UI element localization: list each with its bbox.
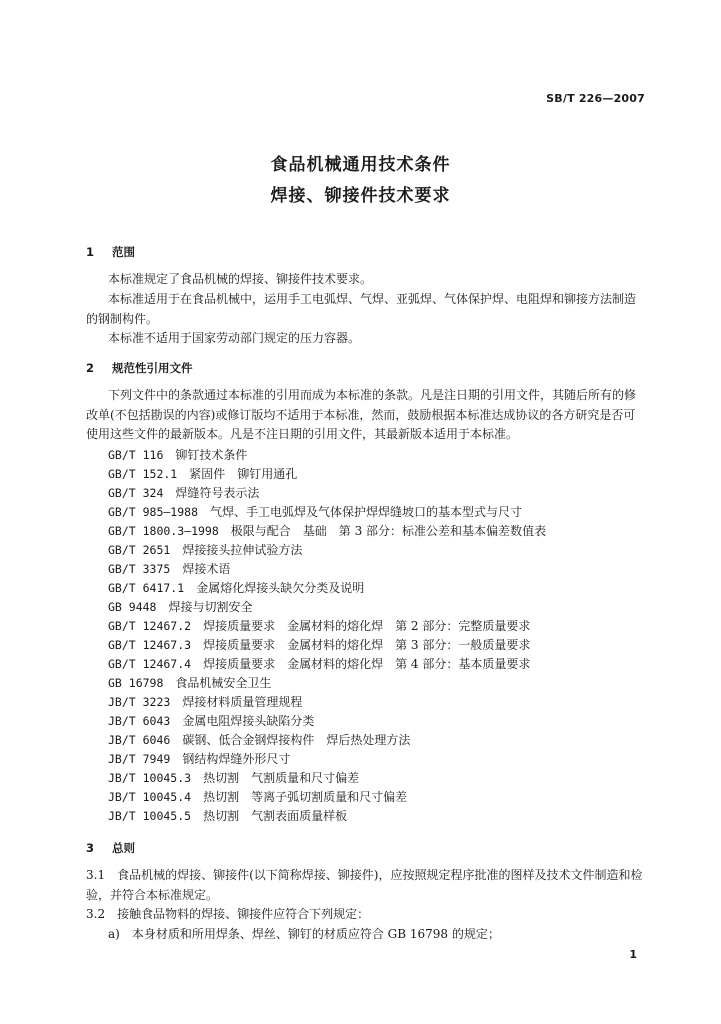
list-item: GB 9448 焊接与切割安全	[108, 600, 253, 614]
list-item: GB/T 324 焊缝符号表示法	[108, 486, 260, 500]
list-item: GB 16798 食品机械安全卫生	[108, 676, 272, 690]
list-item: JB/T 10045.4 热切割 等离子弧切割质量和尺寸偏差	[108, 790, 408, 804]
list-item: JB/T 10045.3 热切割 气割质量和尺寸偏差	[108, 771, 360, 785]
list-item: GB/T 6417.1 金属熔化焊接头缺欠分类及说明	[108, 581, 365, 595]
list-item: JB/T 6043 金属电阻焊接头缺陷分类	[108, 714, 315, 728]
clause-3-1: 3.1 食品机械的焊接、铆接件(以下简称焊接、铆接件)，应按照规定程序批准的图样及技术文件制造和检验，并符合本标准规定。	[86, 868, 643, 902]
list-item: GB/T 3375 焊接术语	[108, 562, 231, 576]
section-title: 总则	[112, 841, 135, 855]
clause-3-2: 3.2 接触食品物料的焊接、铆接件应符合下列规定：	[86, 907, 370, 921]
list-item: GB/T 152.1 紧固件 铆钉用通孔	[108, 467, 298, 481]
section-2-heading	[86, 360, 193, 376]
list-item: JB/T 10045.5 热切割 气割表面质量样板	[108, 809, 348, 823]
section-number: 3	[86, 841, 95, 855]
page-number: 1	[629, 948, 637, 961]
section-title: 规范性引用文件	[112, 361, 193, 375]
list-item: GB/T 12467.4 焊接质量要求 金属材料的熔化焊 第 4 部分：基本质量要求	[108, 657, 531, 671]
paragraph: 下列文件中的条款通过本标准的引用而成为本标准的条款。凡是注日期的引用文件，其随后所有的修改单(不包括勘误的内容)或修订版均不适用于本标准，然而，鼓励根据本标准达成协议的各方研究是否可使用这些文件的最新版本。凡是不注日期的引用文件，其最新版本适用于本标准。	[86, 388, 637, 441]
paragraph: 本标准不适用于国家劳动部门规定的压力容器。	[108, 331, 361, 345]
list-item: JB/T 6046 碳钢、低合金钢焊接构件 焊后热处理方法	[108, 733, 411, 747]
list-item: GB/T 1800.3—1998 极限与配合 基础 第 3 部分：标准公差和基本偏差数值表	[108, 524, 547, 538]
list-item: GB/T 116 铆钉技术条件	[108, 448, 248, 462]
list-item: GB/T 12467.3 焊接质量要求 金属材料的熔化焊 第 3 部分：一般质量要求	[108, 638, 531, 652]
section-number: 2	[86, 361, 95, 375]
section-3-heading	[86, 840, 135, 856]
document-title-line2: 焊接、铆接件技术要求	[270, 186, 451, 206]
section-title: 范围	[112, 245, 135, 259]
list-item: JB/T 3223 焊接材料质量管理规程	[108, 695, 303, 709]
clause-item-a: a) 本身材质和所用焊条、焊丝、铆钉的材质应符合 GB 16798 的规定；	[108, 927, 500, 941]
list-item: GB/T 2651 焊接接头拉伸试验方法	[108, 543, 303, 557]
paragraph: 本标准规定了食品机械的焊接、铆接件技术要求。	[108, 272, 373, 286]
list-item: GB/T 12467.2 焊接质量要求 金属材料的熔化焊 第 2 部分：完整质量要求	[108, 619, 531, 633]
section-1-heading	[86, 244, 135, 260]
standard-code: SB/T 226—2007	[546, 92, 645, 105]
list-item: GB/T 985—1988 气焊、手工电弧焊及气体保护焊焊缝坡口的基本型式与尺寸	[108, 505, 523, 519]
paragraph: 本标准适用于在食品机械中，运用手工电弧焊、气焊、亚弧焊、气体保护焊、电阻焊和铆接方法制造的钢制构件。	[86, 292, 637, 326]
list-item: JB/T 7949 钢结构焊缝外形尺寸	[108, 752, 291, 766]
document-title-line1: 食品机械通用技术条件	[270, 155, 451, 175]
section-number: 1	[86, 245, 95, 259]
